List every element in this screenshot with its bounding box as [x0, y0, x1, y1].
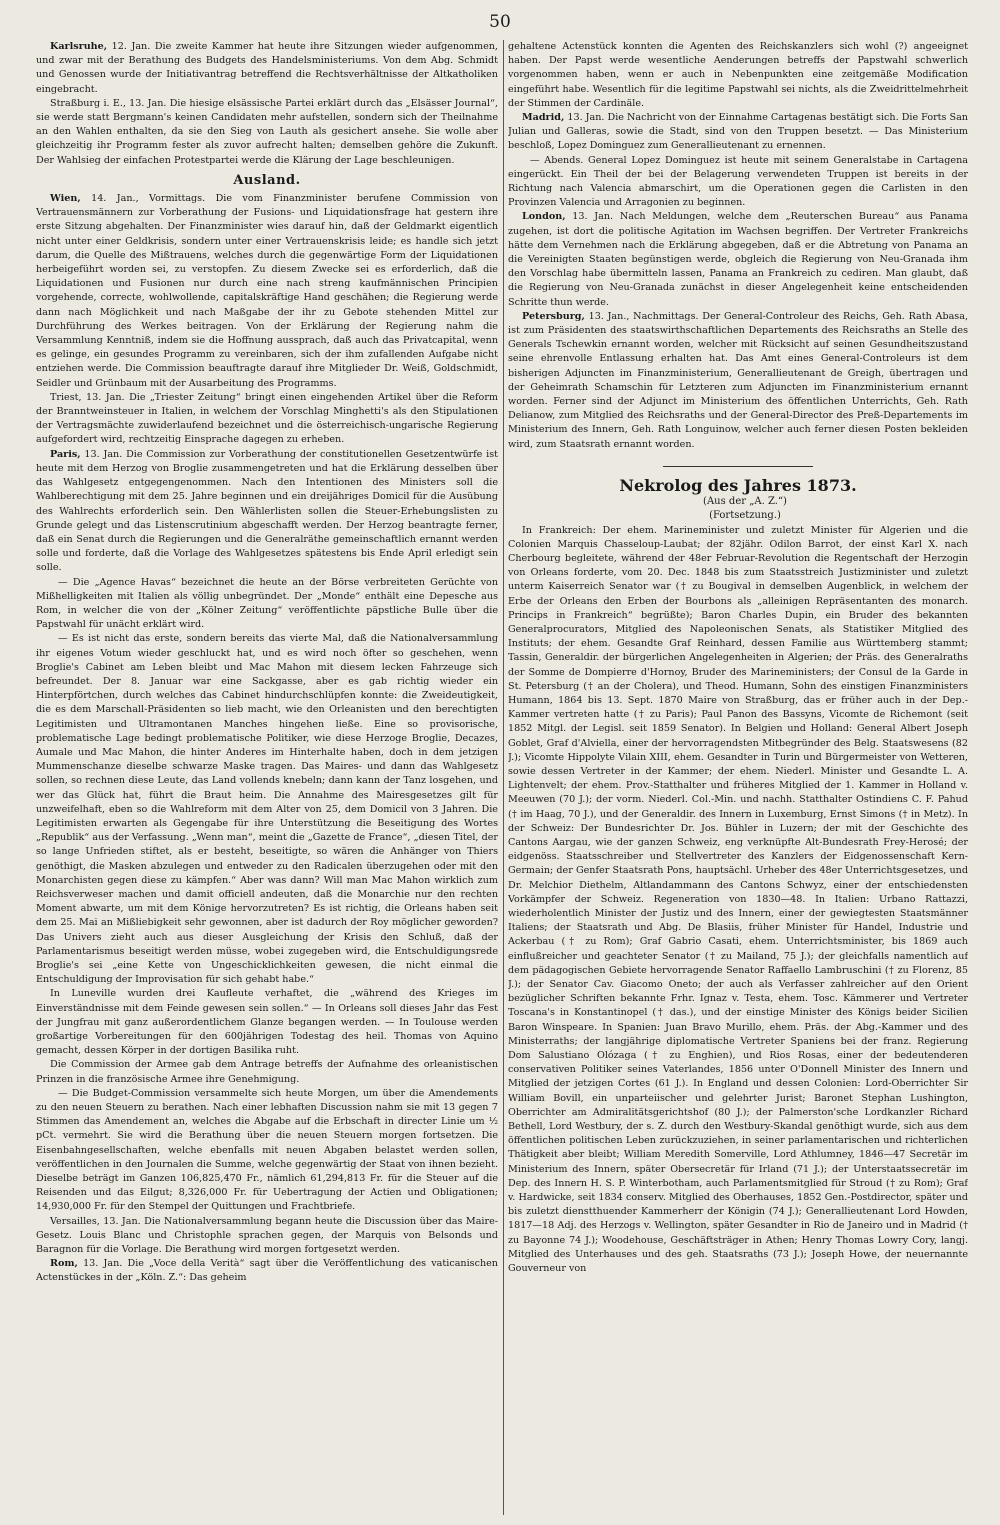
article-paragraph: [36, 1058, 498, 1086]
article-text: — Die „Agence Havas“ bezeichnet die heute an der Börse verbreiteten Gerüchte von Mißhelligkeiten mit Italien als völlig unbegründet. Der „Monde“ enthält eine Depesche aus Rom, in welcher die von der „Kölner Zeitung“ veröffentlichte päpstliche Bulle über die Papstwahl für unächt erklärt wird.: [36, 576, 498, 631]
dateline: London,: [522, 211, 566, 223]
left-column: [36, 40, 498, 1517]
section-heading: Ausland.: [233, 172, 301, 188]
article-paragraph: [36, 576, 498, 633]
necrology-title: Nekrolog des Jahres 1873.: [619, 475, 857, 495]
article-text: — Abends. General Lopez Dominguez ist heute mit seinem Generalstabe in Cartagena eingerückt. Ein Theil der bei der Belagerung verwendeten Truppen ist bereits in der Richtung nach Valencia abmarschirt, um die Operationen gegen die Carlisten in den Provinzen Valencia und Arragonien zu beginnen.: [508, 154, 968, 209]
article-paragraph: [36, 1215, 498, 1258]
article-text: Straßburg i. E., 13. Jan. Die hiesige elsässische Partei erklärt durch das „Elsässer Journal“, sie werde statt Bergmann's keinen Candidaten mehr aufstellen, sondern sich der Theilnahme an den Wahlen enthalten, da sie den Sieg von Lauth als gesichert ansehe. Sie wolle aber gleichzeitig ihr Programm fester als zuvor aufrecht halten; demselben gehöre die Zukunft. Der Wahlsieg der einfachen Protestpartei werde die Klärung der Lage beschleunigen.: [36, 97, 498, 166]
article-text: 13. Jan. Die Nachricht von der Einnahme Cartagenas bestätigt sich. Die Forts San Julian und Galleras, sowie die Stadt, sind von den Truppen besetzt. — Das Ministerium beschloß, Lopez Dominguez zum Generallieutenant zu ernennen.: [508, 112, 968, 152]
article-paragraph: [508, 154, 968, 211]
dateline: Karlsruhe,: [50, 41, 108, 52]
article-text: 13. Jan. Die Commission zur Vorberathung der constitutionellen Gesetzentwürfe ist heute mit dem Herzog von Broglie zusammengetreten und hat die Erklärung desselben über das Wahlgesetz entgegengenommen. Nach den Intentionen des Ministers soll die Wahlberechtigung mit dem 25. Jahre beginnen und ein dreijähriges Domicil für die Ausübung des Wahlrechts erforderlich sein. Den Wählerlisten sollen die Steuer-Erhebungslisten zu Grunde gelegt und das Listenscrutinium abgeschafft werden. Der Herzog beantragte ferner, daß ein Senat durch die Regierungen und die Generalräthe gemeinschaftlich ernannt werden solle und forderte, daß die Vorlage des Wahlgesetzes spätestens bis Ende April erledigt sein solle.: [36, 448, 498, 574]
necrology-body: [508, 524, 968, 1277]
article-text: Versailles, 13. Jan. Die Nationalversammlung begann heute die Discussion über das Maire-Gesetz. Louis Blanc und Christophle sprachen gegen, der Marquis von Belsonds und Baragnon für die Vorlage. Die Berathung wird morgen fortgesetzt werden.: [36, 1215, 498, 1256]
dateline: Petersburg,: [522, 310, 585, 322]
article-paragraph: [36, 448, 498, 576]
page-number: 50: [489, 12, 511, 32]
article-text: gehaltene Actenstück konnten die Agenten des Reichskanzlers sich wohl (?) angeeignet haben. Der Papst werde wesentliche Aenderungen betreffs der Papstwahl schwerlich vorgenommen haben, wenn er auch in Nebenpunkten eine zeitgemäße Modification eingeführt habe. Wesentlich für die legitime Papstwahl sei nichts, als die Zweidrittelmehrheit der Stimmen der Cardinäle.: [508, 41, 968, 109]
necrology-continued: (Fortsetzung.): [709, 510, 781, 522]
right-news-block: [508, 40, 968, 452]
article-text: — Die Budget-Commission versammelte sich heute Morgen, um über die Amendements zu den neuen Steuern zu berathen. Nach einer lebhaften Discussion nahm sie mit 13 gegen 7 Stimmen das Amendement an, welches die Abgabe auf die Erbschaft in directer Linie um ½ pCt. vermehrt. Sie wird die Berathung über die neuen Steuern morgen fortsetzen. Die Eisenbahngesellschaften, welche ebenfalls mit neuen Abgaben belastet werden sollen, veröffentlichen in den Journalen die Summe, welche gegenwärtig der Staat von ihnen bezieht. Dieselbe beträgt im Ganzen 106,825,470 Fr., nämlich 61,294,813 Fr. für die Steuer auf die Reisenden und das Eilgut; 8,326,000 Fr. für Uebertragung der Actien und Obligationen; 14,930,000 Fr. für den Stempel der Quittungen und Frachtbriefe.: [36, 1087, 498, 1213]
article-paragraph: [36, 97, 498, 168]
article-text: — Es ist nicht das erste, sondern bereits das vierte Mal, daß die Nationalversammlung ihr eigenes Votum wieder geschluckt hat, und es wird noch öfter so geschehen, wenn Broglie's Cabinet am Leben bleibt und Mac Mahon mit diesem lecken Fahrzeuge sich befreundet. Der 8. Januar war eine Sackgasse, aber es gab richtig wieder ein Hinterpförtchen, durch welches das Cabinet hindurchschlüpfen konnte: die Zweideutigkeit, die es dem Marschall-Präsidenten so lieb macht, wie den Orleanisten und den berechtigten Legitimisten und Ultramontanen Manches hingehen ließe. Eine so provisorische, problematische Lage bedingt problematische Politiker, wie diese Herzoge Broglie, Decazes, Aumale und Mac Mahon, die hinter Anderes im Hinterhalte haben, doch in dem jetzigen Mummenschanze dieselbe schwarze Maske tragen. Das Maires- und dann das Wahlgesetz sollen, so rechnen diese Leute, das Land vollends knebeln; dann kann der Tanz losgehen, und wer das Glück hat, führt die Braut heim. Die Annahme des Mairesgesetzes gilt für unzweifelhaft, eben so die Wahlreform mit dem Alter von 25, dem Domicil von 3 Jahren. Die Legitimisten erwarten als Gegengabe für ihre Unterstützung die Beseitigung des Wortes „Republik“ aus der Verfassung. „Wenn man“, meint die „Gazette de France“, „diesen Titel, der so lange Unfrieden stiftet, als er besteht, beseitigte, so wären die Anhänger von Thiers genöthigt, die Masken abzulegen und entweder zu den Radicalen überzugehen oder mit den Monarchisten gegen diese zu kämpfen.“ Aber was dann? Will man Mac Mahon wirklich zum Reichsverweser machen und damit officiell andeuten, daß die Monarchie nur den rechten Moment abwarte, um mit dem Könige hervorzutreten? Es ist richtig, die Orleans haben seit dem 25. Mai an Mißliebigkeit sehr gewonnen, aber ist dadurch der Roy möglicher geworden? Das Univers zieht auch aus dieser Ausgleichung der Krisis den Schluß, daß der Parlamentarismus beseitigt werden müsse, wobei zugegeben wird, die Entschuldigungsrede Broglie's sei „eine Kette von Ungeschicklichkeiten gewesen, die nicht einmal die Entschuldigung der Improvisation für sich gehabt habe.“: [36, 633, 498, 986]
article-paragraph: [36, 632, 498, 987]
article-paragraph: [508, 40, 968, 111]
dateline: Paris,: [50, 448, 81, 460]
necrology-paragraph: In Frankreich: Der ehem. Marineminister und zuletzt Minister für Algerien und die Colonien Marquis Chasseloup-Laubat; der 82jähr. Odilon Barrot, der einst Karl X. nach Cherbourg begleitete, während der 48er Februar-Revolution die Regentschaft der Herzogin von Orleans forderte, vom 20. Dec. 1848 bis zum Staatsstreich Justizminister und zuletzt unterm Kaiserreich Senator war († zu Bougival in demselben Augenblick, in welchem der Erbe der Orleans den Erben der Bourbons als „alleinigen Repräsentanten des monarch. Princips in Frankreich“ begrüßte); Baron Charles Dupin, ein Bruder des bekannten Generalprocurators, Mitglied des Napoleonischen Senats, als Statistiker Mitglied des Instituts; der ehem. Gesandte Graf Reinhard, dessen Familie aus Württemberg stammt; Tassin, Generaldir. der bürgerlichen Angelegenheiten in Algerien; der Präs. des Generalraths der Somme de Dompierre d'Hornoy, Bruder des Marineministers; der Consul de la Garde in St. Petersburg († an der Cholera), und Theod. Humann, Sohn des einstigen Finanzministers Humann, 1864 bis 13. Sept. 1870 Maire von Straßburg, das er früher auch in der Dep.-Kammer vertreten hatte († zu Paris); Paul Panon des Bassyns, Vicomte de Richemont (seit 1852 Mitgl. der Legisl. seit 1859 Senator). In Belgien und Holland: General Albert Joseph Goblet, Graf d'Alviella, einer der hervorragendsten Mitbegründer des Belg. Staatswesens (82 J.); Vicomte Hippolyte Vilain XIII, ehem. Gesandter in Turin und Bürgermeister von Wetteren, sowie dessen Vertreter in der Kammer; der ehem. Niederl. Minister und Gesandte L. A. Lightenvelt; der ehem. Prov.-Statthalter und früheres Mitglied der 1. Kammer in Holland v. Meeuwen (70 J.); der vorm. Niederl. Col.-Min. und nachh. Statthalter Ostindiens C. F. Pahud († im Haag, 70 J.), und der Generaldir. des Innern in Luxemburg, Ernst Simons († in Metz). In der Schweiz: Der Bundesrichter Dr. Jos. Bühler in Luzern; der mit der Geschichte des Cantons Aargau, wie der ganzen Schweiz, eng verknüpfte Alt-Bundesrath Frey-Herosé; der eidgenöss. Staatsschreiber und Stellvertreter des Kanzlers der Eidgenossenschaft Kern-Germain; der Genfer Staatsrath Pons, hauptsächl. Urheber des 48er Unterrichtsgesetzes, und Dr. Melchior Diethelm, Altlandammann des Cantons Schwyz, einer der entschiedensten Vorkämpfer der Schweiz. Regeneration von 1830—48. In Italien: Urbano Rattazzi, wiederholentlich Minister der Justiz und des Innern, einer der gewiegtesten Staatsmänner Italiens; der Staatsrath und Abg. De Blasiis, früher Minister für Handel, Industrie und Ackerbau († zu Rom); Graf Gabrio Casati, ehem. Unterrichtsminister, bis 1869 auch einflußreicher und geachteter Senator († zu Mailand, 75 J.); der gleichfalls namentlich auf dem pädagogischen Gebiete hervorragende Senator Raffaello Lambruschini († zu Florenz, 85 J.); der Senator Cav. Giacomo Oneto; der auch als Verfasser zahlreicher auf den Orient bezüglicher Schriften bekannte Frhr. Ignaz v. Testa, ehem. Tosc. Kämmerer und Vertreter Toscana's in Konstantinopel († das.), und der einstige Minister des Königs beider Sicilien Baron Winspeare. In Spanien: Juan Bravo Murillo, ehem. Präs. der Abg.-Kammer und des Ministerraths; der langjährige diplomatische Vertreter Spaniens bei der franz. Regierung Dom Salustiano Olózaga († zu Enghien), und Rios Rosas, einer der bedeutenderen conservativen Politiker seines Vaterlandes, 1856 unter O'Donnell Minister des Innern und Mitglied der jetzigen Cortes (61 J.). In England und dessen Colonien: Lord-Oberrichter Sir William Bovill, ein unparteiischer und gelehrter Jurist; Baronet Stephan Lushington, Oberrichter am Admiralitätsgerichtshof (80 J.); der Palmerston'sche Lordkanzler Richard Bethell, Lord Westbury, der s. Z. durch den Westbury-Skandal genöthigt wurde, sich aus dem öffentlichen politischen Leben zurückzuziehen, in seiner parlamentarischen und richterlichen Thätigkeit aber bleibt; William Meredith Somerville, Lord Athlumney, 1846—47 Secretär im Ministerium des Innern, später Obersecretär für Irland (71 J.); der Unterstaatssecretär im Dep. des Innern H. S. P. Winterbotham, auch Parlamentsmitglied für Stroud († zu Rom); Graf v. Hardwicke, seit 1834 conserv. Mitglied des Oberhauses, 1852 Gen.-Postdirector, später und bis zuletzt dienstthuender Kammerherr der Königin (74 J.); Generallieutenant Lord Howden, 1817—18 Adj. des Herzogs v. Wellington, später Gesandter in Rio de Janeiro und in Madrid († zu Bayonne 74 J.); Woodehouse, Geschäftsträger in Athen; Henry Thomas Lowry Cory, langj. Mitglied des Unterhauses und des geh. Staatsraths (73 J.); Joseph Howe, der neuernannte Gouverneur von: [508, 524, 968, 1275]
dateline: Madrid,: [522, 112, 565, 124]
article-paragraph: [36, 391, 498, 448]
article-text: 12. Jan. Die zweite Kammer hat heute ihre Sitzungen wieder aufgenommen, und zwar mit der Berathung des Budgets des Handelsministeriums. Von dem Abg. Schmidt und Genossen wurde der Initiativantrag betreffend die Rechtsverhältnisse der Altkatholiken eingebracht.: [36, 41, 498, 95]
right-column: [508, 40, 968, 1517]
article-paragraph: [36, 987, 498, 1058]
article-paragraph: [508, 111, 968, 154]
article-paragraph: [36, 40, 498, 97]
column-divider: [503, 40, 504, 1515]
article-text: In Luneville wurden drei Kaufleute verhaftet, die „während des Krieges im Einverständnisse mit dem Feinde gewesen sein sollen.“ — In Orleans soll dieses Jahr das Fest der Jungfrau mit ganz außerordentlichem Glanze begangen werden. — In Toulouse werden großartige Vorbereitungen für den 600jährigen Todestag des heil. Thomas von Aquino gemacht, dessen Körper in der dortigen Basilika ruht.: [36, 988, 498, 1057]
article-paragraph: [508, 310, 968, 452]
article-paragraph: [508, 210, 968, 309]
necrology-source: (Aus der „A. Z.“): [703, 496, 787, 508]
article-paragraph: [36, 1257, 498, 1285]
separator-rule: [663, 466, 813, 467]
article-paragraph: [36, 192, 498, 391]
dateline: Wien,: [50, 193, 81, 205]
article-text: Die Commission der Armee gab dem Antrage betreffs der Aufnahme des orleanistischen Prinzen in die französische Armee ihre Genehmigung.: [36, 1059, 498, 1085]
article-text: 13. Jan. Nach Meldungen, welche dem „Reuterschen Bureau“ aus Panama zugehen, ist dort die politische Agitation im Wachsen begriffen. Der Vertreter Frankreichs hätte dem Vernehmen nach die Erklärung abgegeben, daß er die Abtretung von Panama an die Vereinigten Staaten begünstigen werde, obgleich die Regierung von Neu-Granada ihm den Vorschlag habe übermitteln lassen, Panama an Frankreich zu cediren. Man glaubt, daß die Regierung von Neu-Granada zunächst in dieser Angelegenheit keine entscheidenden Schritte thun werde.: [508, 211, 968, 308]
article-paragraph: [36, 1087, 498, 1215]
article-text: 14. Jan., Vormittags. Die vom Finanzminister berufene Commission von Vertrauensmännern zur Vorberathung der Fusions- und Liquidationsfrage hat gestern ihre erste Sitzung abgehalten. Der Finanzminister wies darauf hin, daß der Geldmarkt eigentlich nicht unter einer Geldkrisis, sondern unter einer Vertrauenskrisis leide; es handle sich jetzt darum, die Quelle des Mißtrauens, welches durch die gegenwärtige Form der Liquidationen herbeigeführt worden sei, zu verstopfen. Zu diesem Zwecke sei es erforderlich, daß die Liquidationen und Fusionen nur durch eine nach streng kaufmännischen Principien vorgehende, correcte, wohlwollende, capitalskräftige Hand geschähen; die Regierung werde dann nach Möglichkeit und nach Maßgabe der ihr zu Gebote stehenden Mittel zur Durchführung des Werkes beitragen. Von der Erklärung der Regierung nahm die Versammlung Kenntniß, indem sie die Hoffnung aussprach, daß auch das Privatcapital, wenn es gelinge, ein gesundes Programm zu vereinbaren, sich der ihm zufallenden Aufgabe nicht entziehen werde. Die Commission beauftragte darauf ihre Mitglieder Dr. Weiß, Goldschmidt, Seidler und Grünbaum mit der Ausarbeitung des Programms.: [36, 193, 498, 389]
article-text: Triest, 13. Jan. Die „Triester Zeitung“ bringt einen eingehenden Artikel über die Reform der Branntweinsteuer in Italien, in welchem der Vorschlag Minghetti's als den Stipulationen der Vertragsmächte zuwiderlaufend bezeichnet und die österreichisch-ungarische Regierung aufgefordert wird, rechtzeitig Einsprache dagegen zu erheben.: [36, 391, 498, 446]
article-text: 13. Jan., Nachmittags. Der General-Controleur des Reichs, Geh. Rath Abasa, ist zum Präsidenten des staatswirthschaftlichen Departements des Reichsraths an Stelle des Generals Tschewkin ernannt worden, welcher mit Rücksicht auf seinen Gesundheitszustand seine ehrenvolle Entlassung erhalten hat. Das Amt eines General-Controleurs ist dem bisherigen Adjuncten im Finanzministerium, Generallieutenant de Greigh, übertragen und der Geheimrath Schamschin für Letzteren zum Adjuncten im Finanzministerium ernannt worden. Ferner sind der Adjunct im Ministerium des öffentlichen Unterrichts, Geh. Rath Delianow, zum Mitglied des Reichsraths und der General-Director des Preß-Departements im Ministerium des Innern, Geh. Rath Longuinow, welcher auch ferner diesen Posten bekleiden wird, zum Staatsrath ernannt worden.: [508, 310, 968, 450]
dateline: Rom,: [50, 1258, 78, 1270]
article-text: 13. Jan. Die „Voce della Verità“ sagt über die Veröffentlichung des vaticanischen Actenstückes in der „Köln. Z.“: Das geheim: [36, 1258, 498, 1284]
